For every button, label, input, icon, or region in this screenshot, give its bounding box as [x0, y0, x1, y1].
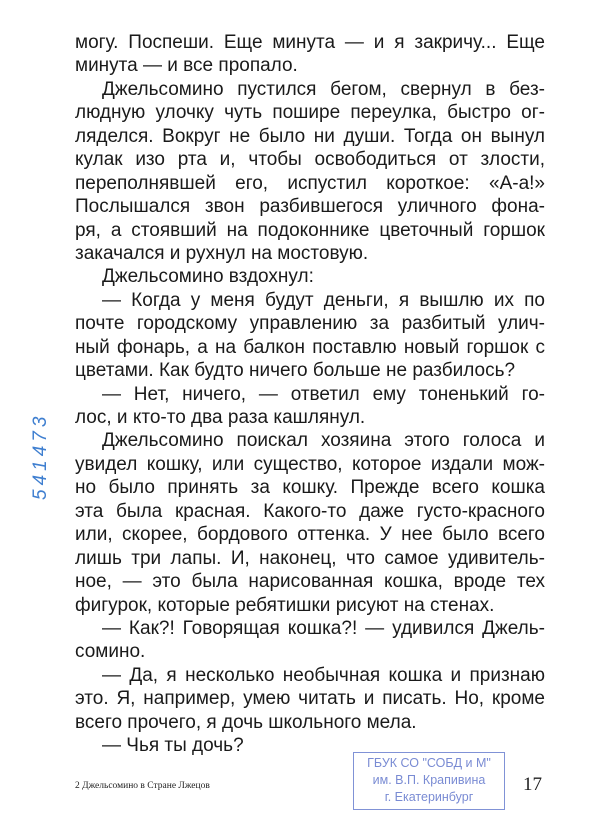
text-line: сомино.: [75, 641, 146, 663]
text-line: — Да, я несколько необычная кошка и признаю: [102, 664, 545, 686]
inventory-number: 541473: [30, 412, 51, 500]
page-number: 17: [523, 774, 542, 795]
stamp-line: г. Екатеринбург: [384, 790, 474, 804]
text-line: Послышался звон разбившегося уличного фона-: [75, 196, 545, 218]
library-stamp: [353, 752, 505, 810]
text-line: это. Я, например, умею читать и писать. Но, кроме: [75, 688, 545, 710]
text-line: Джельсомино поискал хозяина этого голоса и: [102, 430, 545, 452]
text-line: людную улочку чуть пошире переулка, быстро ог-: [75, 102, 545, 124]
text-line: ря, а стоявший на подоконнике цветочный горшок: [75, 219, 545, 241]
text-line: лос, и кто-то два раза кашлянул.: [75, 407, 366, 428]
footer-book-title: 2 Джельсомино в Стране Лжецов: [75, 781, 210, 791]
text-line: — Как?! Говорящая кошка?! — удивился Джель-: [102, 617, 545, 639]
text-line: ный фонарь, а на балкон поставлю новый горшок с: [75, 336, 545, 358]
text-line: фигурок, которые ребятишки рисуют на стенах.: [75, 594, 495, 616]
text-line: Джельсомино вздохнул:: [102, 266, 314, 288]
text-line: — Когда у меня будут деньги, я вышлю их по: [102, 289, 545, 311]
stamp-line: ГБУК СО "СОБД и М": [367, 756, 491, 770]
text-line: но было принять за кошку. Прежде всего кошка: [75, 477, 545, 499]
text-line: минута — и все пропало.: [75, 55, 298, 77]
text-line: — Чья ты дочь?: [102, 735, 244, 757]
text-line: всего прочего, я дочь школьного мела.: [75, 711, 417, 733]
text-line: Джельсомино пустился бегом, свернул в без-: [102, 78, 545, 100]
text-line: цветами. Как будто ничего больше не разбилось?: [75, 360, 516, 382]
text-line: закачался и рухнул на мостовую.: [75, 242, 369, 264]
text-line: кулак изо рта и, чтобы освободиться от злости,: [75, 149, 545, 171]
text-line: лишь три лапы. И, наконец, что самое удивитель-: [75, 547, 545, 569]
body-text: [75, 31, 545, 758]
text-line: эта была красная. Какого-то даже густо-красного: [75, 500, 545, 522]
text-line: могу. Поспеши. Еще минута — и я закричу... Еще: [75, 32, 545, 53]
text-line: ное, — это была нарисованная кошка, вроде тех: [75, 571, 545, 593]
text-line: — Нет, ничего, — ответил ему тоненький го-: [102, 383, 545, 405]
text-line: переполнявшей его, испустил короткое: «А-а!»: [75, 172, 545, 194]
stamp-line: им. В.П. Крапивина: [372, 773, 486, 787]
text-line: увидел кошку, или существо, которое издали мож-: [75, 453, 545, 475]
text-line: почте городскому управлению за разбитый улич-: [75, 313, 545, 335]
text-line: или, скорее, бордового оттенка. У нее было всего: [75, 524, 545, 546]
text-line: ляделся. Вокруг не было ни души. Тогда он вынул: [75, 125, 545, 147]
